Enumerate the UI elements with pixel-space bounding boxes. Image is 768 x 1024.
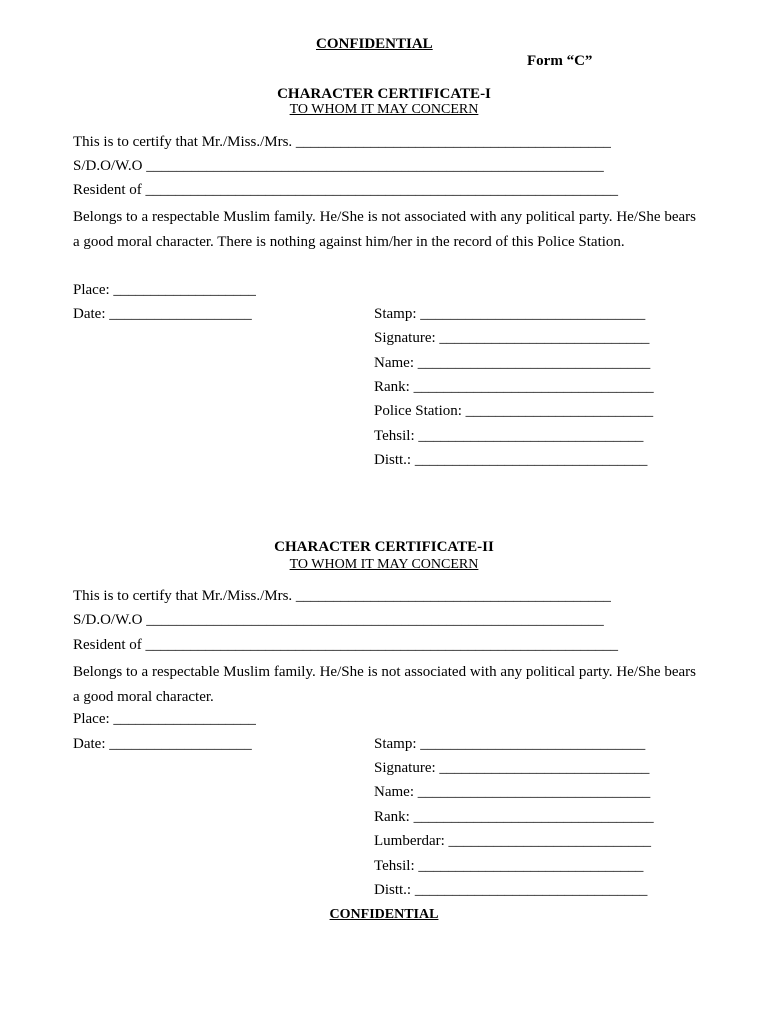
cert2-stamp-line: Stamp: ______________________________ — [374, 736, 646, 752]
cert2-rank-line: Rank: ________________________________ — [374, 809, 654, 825]
cert1-title: CHARACTER CERTIFICATE-I — [277, 86, 491, 102]
cert2-date-line: Date: ___________________ — [73, 736, 252, 752]
confidential-footer: CONFIDENTIAL — [329, 907, 439, 922]
cert1-resident-line: Resident of _______________________________________________________________ — [73, 182, 618, 198]
cert1-paragraph: Belongs to a respectable Muslim family. He/She is not associated with any political party. He/She bears a good moral character. There is nothing against him/her in the record of this Police Station. — [73, 209, 696, 250]
cert2-distt-line: Distt.: _______________________________ — [374, 882, 648, 898]
cert2-lumberdar-line: Lumberdar: ___________________________ — [374, 833, 652, 849]
cert1-distt-line: Distt.: _______________________________ — [374, 452, 648, 468]
cert1-tehsil-line: Tehsil: ______________________________ — [374, 428, 644, 444]
cert2-title: CHARACTER CERTIFICATE-II — [274, 539, 494, 555]
cert1-sdow-line: S/D.O/W.O _____________________________________________________________ — [73, 158, 604, 174]
cert2-place-line: Place: ___________________ — [73, 711, 256, 727]
cert2-sdow-line: S/D.O/W.O _____________________________________________________________ — [73, 612, 604, 628]
cert2-subtitle: TO WHOM IT MAY CONCERN — [289, 557, 479, 572]
cert1-stamp-line: Stamp: ______________________________ — [374, 306, 646, 322]
cert2-name-line: Name: _______________________________ — [374, 784, 651, 800]
cert1-signature-line: Signature: ____________________________ — [374, 330, 650, 346]
cert1-subtitle: TO WHOM IT MAY CONCERN — [289, 102, 479, 117]
cert2-paragraph: Belongs to a respectable Muslim family. He/She is not associated with any political party. He/She bears a good moral character. — [73, 664, 696, 705]
cert2-certify-line: This is to certify that Mr./Miss./Mrs. __________________________________________ — [73, 588, 611, 604]
cert1-name-line: Name: _______________________________ — [374, 355, 651, 371]
form-label: Form “C” — [527, 53, 593, 69]
cert1-date-line: Date: ___________________ — [73, 306, 252, 322]
confidential-header: CONFIDENTIAL — [316, 36, 433, 52]
cert2-resident-line: Resident of _______________________________________________________________ — [73, 637, 618, 653]
cert1-rank-line: Rank: ________________________________ — [374, 379, 654, 395]
cert2-signature-line: Signature: ____________________________ — [374, 760, 650, 776]
cert1-place-line: Place: ___________________ — [73, 282, 256, 298]
cert2-tehsil-line: Tehsil: ______________________________ — [374, 858, 644, 874]
cert1-police-station-line: Police Station: _________________________ — [374, 403, 654, 419]
cert1-certify-line: This is to certify that Mr./Miss./Mrs. __________________________________________ — [73, 134, 611, 150]
